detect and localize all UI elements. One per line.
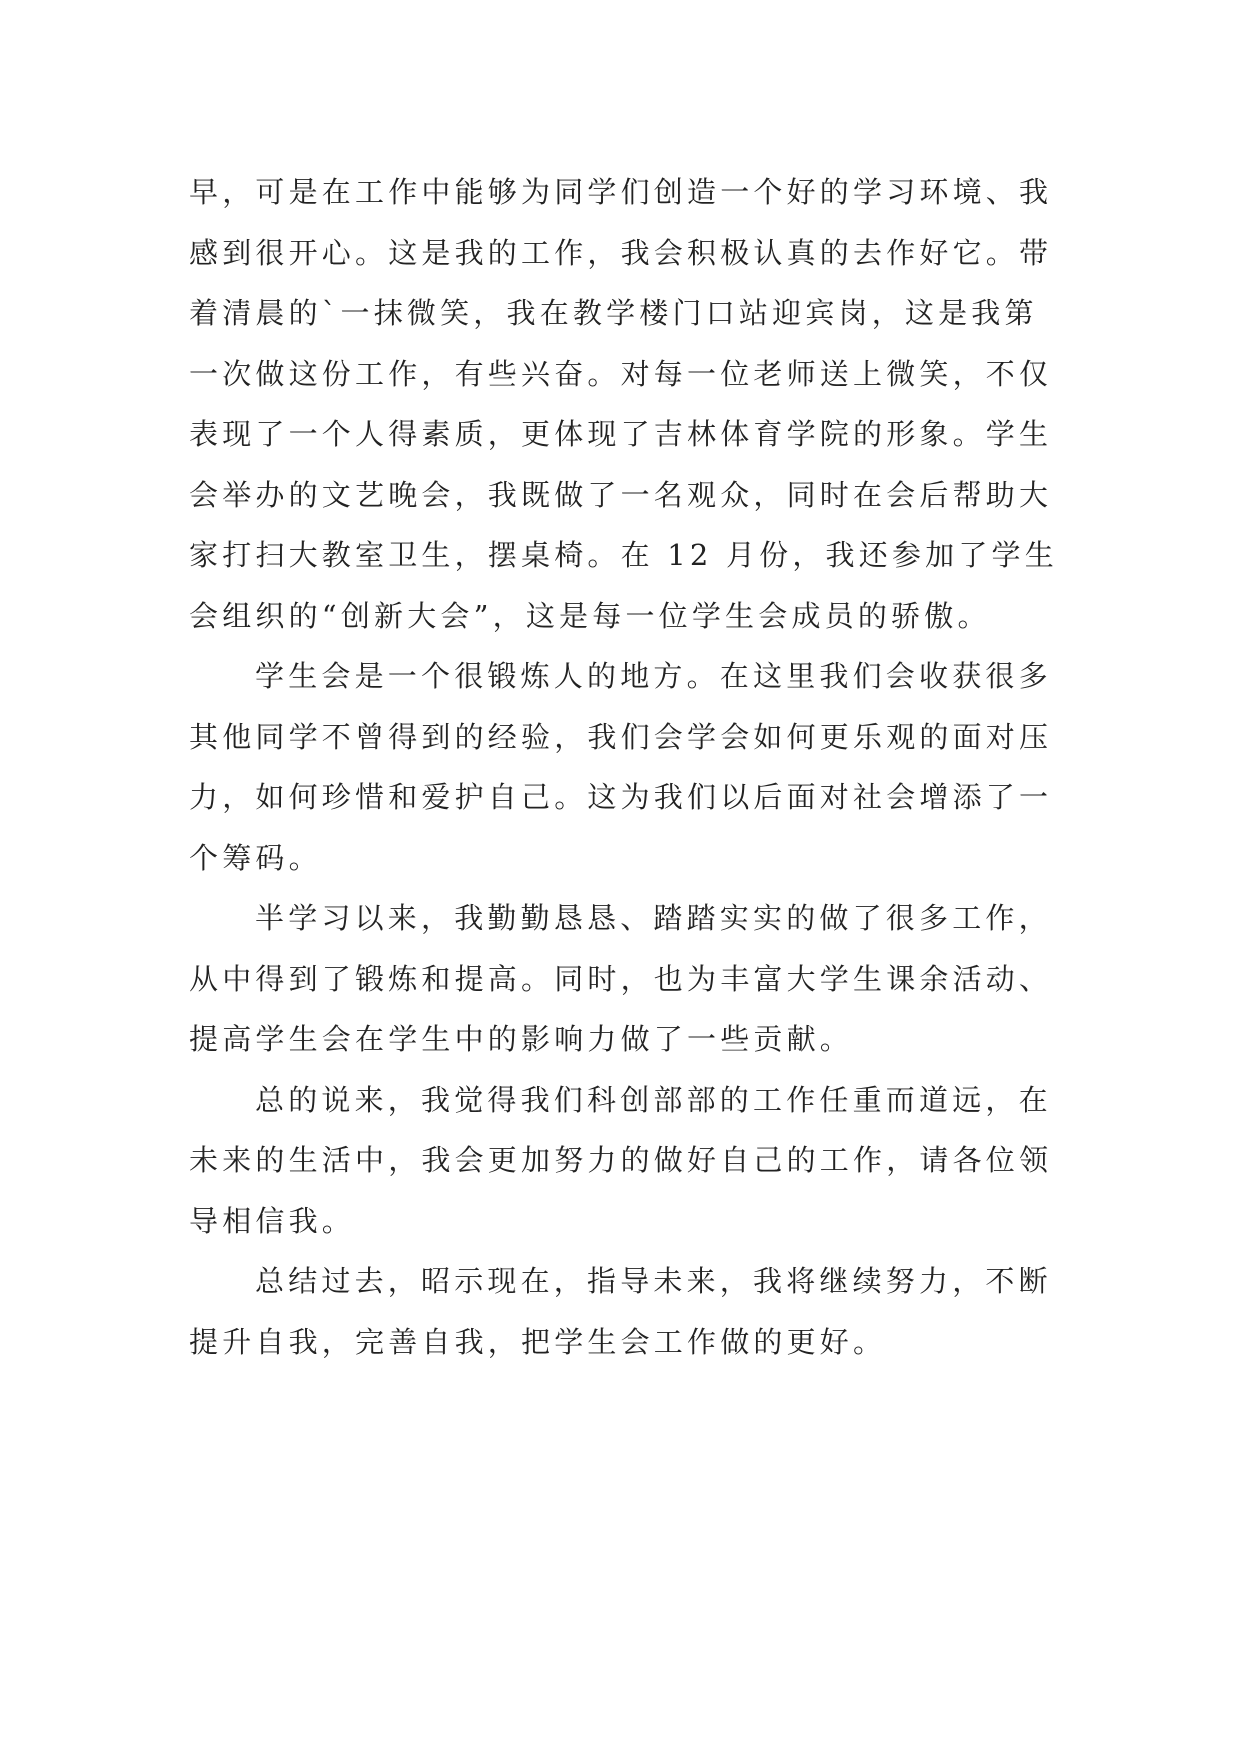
text-line: 力，如何珍惜和爱护自己。这为我们以后面对社会增添了一 (189, 780, 1053, 814)
text-line: 提高学生会在学生中的影响力做了一些贡献。 (189, 1022, 854, 1056)
text-line: 提升自我，完善自我，把学生会工作做的更好。 (189, 1324, 887, 1359)
text-line: 一次做这份工作，有些兴奋。对每一位老师送上微笑，不仅 (189, 356, 1053, 391)
text-line: 从中得到了锻炼和提高。同时，也为丰富大学生课余活动、 (189, 961, 1053, 996)
paragraph-first-line: 学生会是一个很锻炼人的地方。在这里我们会收获很多 (255, 659, 1052, 693)
paragraph-first-line: 总的说来，我觉得我们科创部部的工作任重而道远，在 (255, 1082, 1052, 1117)
text-line: 未来的生活中，我会更加努力的做好自己的工作，请各位领 (189, 1143, 1053, 1177)
text-line: 表现了一个人得素质，更体现了吉林体育学院的形象。学生 (189, 417, 1053, 451)
text-line: 早，可是在工作中能够为同学们创造一个好的学习环境、我 (189, 175, 1053, 209)
text-line: 家打扫大教室卫生，摆桌椅。在 12 月份，我还参加了学生 (189, 538, 1058, 572)
text-line: 其他同学不曾得到的经验，我们会学会如何更乐观的面对压 (189, 719, 1053, 754)
paragraph-first-line: 半学习以来，我勤勤恳恳、踏踏实实的做了很多工作， (255, 901, 1052, 935)
text-line: 个筹码。 (189, 840, 322, 875)
text-line: 会组织的“创新大会”，这是每一位学生会成员的骄傲。 (189, 598, 991, 633)
text-line: 着清晨的`一抹微笑，我在教学楼门口站迎宾岗，这是我第 (189, 296, 1038, 330)
document-body (189, 162, 1061, 1372)
text-line: 会举办的文艺晚会，我既做了一名观众，同时在会后帮助大 (189, 477, 1053, 512)
text-line: 导相信我。 (189, 1203, 356, 1238)
paragraph-first-line: 总结过去，昭示现在，指导未来，我将继续努力，不断 (255, 1264, 1052, 1298)
text-line: 感到很开心。这是我的工作，我会积极认真的去作好它。带 (189, 235, 1053, 270)
